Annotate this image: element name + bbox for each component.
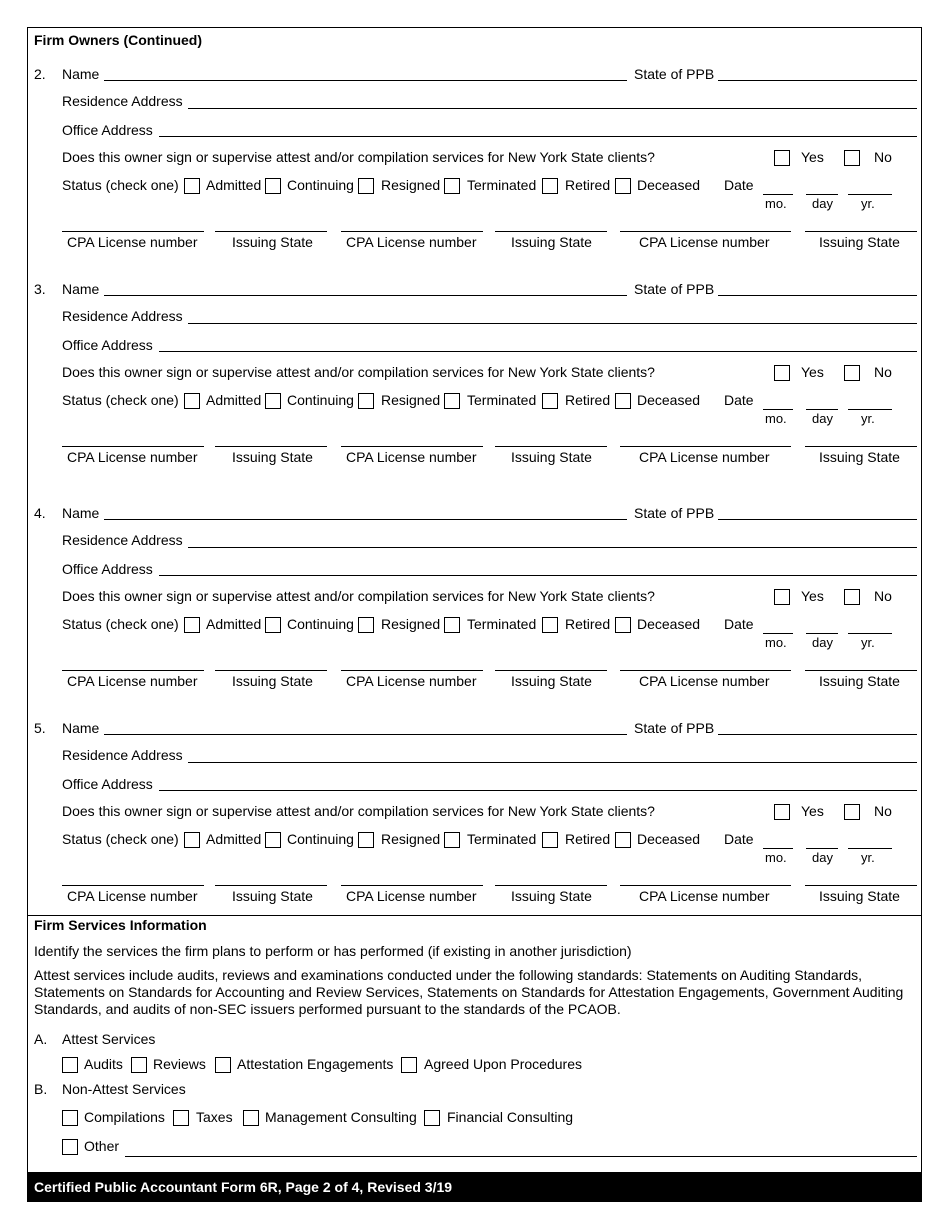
name-label: Name (62, 505, 100, 521)
date-year-field[interactable] (848, 633, 892, 634)
office-address-label: Office Address (62, 122, 153, 138)
issuing-state-1-label: Issuing State (232, 888, 313, 904)
license-number-1-field[interactable] (62, 670, 204, 671)
owner-block (0, 720, 950, 920)
date-month-label: mo. (765, 196, 787, 211)
name-label: Name (62, 281, 100, 297)
status-admitted-label: Admitted (206, 392, 262, 408)
status-admitted-checkbox[interactable] (184, 617, 200, 633)
other-field[interactable] (125, 1156, 917, 1157)
status-terminated-checkbox[interactable] (444, 178, 460, 194)
yes-label: Yes (801, 803, 824, 819)
status-terminated-checkbox[interactable] (444, 393, 460, 409)
status-terminated-label: Terminated (467, 831, 537, 847)
issuing-state-1-label: Issuing State (232, 449, 313, 465)
yes-checkbox[interactable] (774, 804, 790, 820)
date-month-label: mo. (765, 850, 787, 865)
status-deceased-checkbox[interactable] (615, 393, 631, 409)
date-year-label: yr. (861, 411, 875, 426)
state-ppb-field[interactable] (718, 295, 917, 296)
license-number-1-field[interactable] (62, 446, 204, 447)
attest-question: Does this owner sign or supervise attest and/or compilation services for New York State clients? (62, 803, 655, 819)
status-continuing-label: Continuing (287, 392, 354, 408)
owner-block (0, 66, 950, 266)
issuing-state-3-label: Issuing State (819, 234, 900, 250)
yes-checkbox[interactable] (774, 150, 790, 166)
issuing-state-2-field[interactable] (495, 670, 607, 671)
license-number-1-label: CPA License number (67, 673, 198, 689)
no-checkbox[interactable] (844, 804, 860, 820)
status-deceased-checkbox[interactable] (615, 617, 631, 633)
name-field[interactable] (104, 519, 627, 520)
status-deceased-checkbox[interactable] (615, 178, 631, 194)
agreed-upon-procedures-label: Agreed Upon Procedures (424, 1056, 582, 1072)
date-label: Date (724, 392, 754, 408)
office-address-label: Office Address (62, 337, 153, 353)
office-address-field[interactable] (159, 351, 917, 352)
owner-block (0, 505, 950, 705)
issuing-state-2-field[interactable] (495, 446, 607, 447)
no-label: No (874, 364, 892, 380)
state-ppb-label: State of PPB (634, 720, 715, 736)
issuing-state-2-label: Issuing State (511, 888, 592, 904)
name-label: Name (62, 66, 100, 82)
date-day-label: day (812, 635, 833, 650)
date-month-label: mo. (765, 411, 787, 426)
status-retired-checkbox[interactable] (542, 832, 558, 848)
audits-checkbox[interactable] (62, 1057, 78, 1073)
residence-address-field[interactable] (188, 762, 917, 763)
yes-checkbox[interactable] (774, 365, 790, 381)
owner-number: 2. (34, 66, 46, 82)
issuing-state-3-field[interactable] (805, 670, 917, 671)
status-retired-label: Retired (565, 831, 611, 847)
residence-address-label: Residence Address (62, 93, 183, 109)
owner-number: 3. (34, 281, 46, 297)
residence-address-label: Residence Address (62, 532, 183, 548)
office-address-field[interactable] (159, 575, 917, 576)
license-number-3-field[interactable] (620, 670, 791, 671)
services-title: Firm Services Information (34, 917, 207, 933)
status-admitted-checkbox[interactable] (184, 832, 200, 848)
status-label: Status (check one) (62, 616, 179, 632)
issuing-state-1-field[interactable] (215, 670, 327, 671)
reviews-label: Reviews (153, 1056, 206, 1072)
status-resigned-label: Resigned (381, 392, 441, 408)
date-day-label: day (812, 850, 833, 865)
services-instruction: Identify the services the firm plans to perform or has performed (if existing in another jurisdiction) (34, 943, 632, 959)
compilations-label: Compilations (84, 1109, 165, 1125)
residence-address-field[interactable] (188, 323, 917, 324)
license-number-2-field[interactable] (341, 670, 483, 671)
no-label: No (874, 588, 892, 604)
date-year-field[interactable] (848, 194, 892, 195)
issuing-state-1-label: Issuing State (232, 234, 313, 250)
status-resigned-checkbox[interactable] (358, 832, 374, 848)
management-consulting-checkbox[interactable] (243, 1110, 259, 1126)
status-admitted-label: Admitted (206, 831, 262, 847)
attestation-engagements-label: Attestation Engagements (237, 1056, 394, 1072)
date-year-field[interactable] (848, 848, 892, 849)
attest-label: Attest Services (62, 1031, 156, 1047)
date-year-field[interactable] (848, 409, 892, 410)
date-month-field[interactable] (763, 633, 793, 634)
compilations-checkbox[interactable] (62, 1110, 78, 1126)
no-checkbox[interactable] (844, 150, 860, 166)
issuing-state-2-field[interactable] (495, 231, 607, 232)
license-number-2-label: CPA License number (346, 888, 477, 904)
license-number-3-label: CPA License number (639, 888, 770, 904)
state-ppb-field[interactable] (718, 80, 917, 81)
owner-number: 4. (34, 505, 46, 521)
issuing-state-2-label: Issuing State (511, 234, 592, 250)
management-consulting-label: Management Consulting (265, 1109, 417, 1125)
audits-label: Audits (84, 1056, 123, 1072)
status-resigned-checkbox[interactable] (358, 178, 374, 194)
non-attest-label: Non-Attest Services (62, 1081, 186, 1097)
yes-label: Yes (801, 149, 824, 165)
license-number-1-field[interactable] (62, 231, 204, 232)
status-resigned-label: Resigned (381, 831, 441, 847)
section-title: Firm Owners (Continued) (34, 32, 202, 48)
date-day-field[interactable] (806, 633, 838, 634)
license-number-3-field[interactable] (620, 446, 791, 447)
status-resigned-checkbox[interactable] (358, 617, 374, 633)
status-continuing-checkbox[interactable] (265, 393, 281, 409)
status-label: Status (check one) (62, 831, 179, 847)
issuing-state-1-field[interactable] (215, 231, 327, 232)
date-month-field[interactable] (763, 194, 793, 195)
status-admitted-label: Admitted (206, 616, 262, 632)
license-number-1-label: CPA License number (67, 449, 198, 465)
attest-question: Does this owner sign or supervise attest and/or compilation services for New York State clients? (62, 364, 655, 380)
license-number-3-field[interactable] (620, 885, 791, 886)
status-retired-label: Retired (565, 392, 611, 408)
status-label: Status (check one) (62, 177, 179, 193)
office-address-label: Office Address (62, 776, 153, 792)
reviews-checkbox[interactable] (131, 1057, 147, 1073)
state-ppb-label: State of PPB (634, 505, 715, 521)
issuing-state-1-label: Issuing State (232, 673, 313, 689)
footer-text: Certified Public Accountant Form 6R, Page 2 of 4, Revised 3/19 (34, 1179, 453, 1195)
no-label: No (874, 803, 892, 819)
license-number-3-field[interactable] (620, 231, 791, 232)
status-resigned-checkbox[interactable] (358, 393, 374, 409)
issuing-state-3-label: Issuing State (819, 449, 900, 465)
date-year-label: yr. (861, 196, 875, 211)
name-field[interactable] (104, 734, 627, 735)
office-address-field[interactable] (159, 136, 917, 137)
license-number-3-label: CPA License number (639, 449, 770, 465)
date-day-label: day (812, 196, 833, 211)
attest-letter: A. (34, 1031, 48, 1047)
agreed-upon-procedures-checkbox[interactable] (401, 1057, 417, 1073)
date-day-field[interactable] (806, 848, 838, 849)
owner-number: 5. (34, 720, 46, 736)
financial-consulting-checkbox[interactable] (424, 1110, 440, 1126)
yes-label: Yes (801, 364, 824, 380)
license-number-2-field[interactable] (341, 446, 483, 447)
status-continuing-label: Continuing (287, 177, 354, 193)
name-label: Name (62, 720, 100, 736)
status-deceased-checkbox[interactable] (615, 832, 631, 848)
issuing-state-3-field[interactable] (805, 446, 917, 447)
status-continuing-checkbox[interactable] (265, 178, 281, 194)
license-number-2-field[interactable] (341, 885, 483, 886)
license-number-2-field[interactable] (341, 231, 483, 232)
no-label: No (874, 149, 892, 165)
other-checkbox[interactable] (62, 1139, 78, 1155)
name-field[interactable] (104, 295, 627, 296)
taxes-label: Taxes (196, 1109, 233, 1125)
yes-label: Yes (801, 588, 824, 604)
status-terminated-checkbox[interactable] (444, 832, 460, 848)
issuing-state-2-field[interactable] (495, 885, 607, 886)
name-field[interactable] (104, 80, 627, 81)
status-retired-label: Retired (565, 616, 611, 632)
date-year-label: yr. (861, 635, 875, 650)
status-admitted-label: Admitted (206, 177, 262, 193)
status-label: Status (check one) (62, 392, 179, 408)
section-divider (28, 915, 921, 916)
license-number-3-label: CPA License number (639, 234, 770, 250)
status-retired-checkbox[interactable] (542, 393, 558, 409)
status-deceased-label: Deceased (637, 831, 701, 847)
date-year-label: yr. (861, 850, 875, 865)
date-day-field[interactable] (806, 194, 838, 195)
status-continuing-label: Continuing (287, 616, 354, 632)
status-terminated-label: Terminated (467, 616, 537, 632)
no-checkbox[interactable] (844, 365, 860, 381)
status-resigned-label: Resigned (381, 177, 441, 193)
issuing-state-1-field[interactable] (215, 885, 327, 886)
date-label: Date (724, 177, 754, 193)
residence-address-field[interactable] (188, 547, 917, 548)
state-ppb-label: State of PPB (634, 66, 715, 82)
office-address-label: Office Address (62, 561, 153, 577)
status-terminated-label: Terminated (467, 392, 537, 408)
license-number-1-label: CPA License number (67, 234, 198, 250)
date-month-label: mo. (765, 635, 787, 650)
residence-address-label: Residence Address (62, 308, 183, 324)
no-checkbox[interactable] (844, 589, 860, 605)
attestation-engagements-checkbox[interactable] (215, 1057, 231, 1073)
residence-address-field[interactable] (188, 108, 917, 109)
status-continuing-label: Continuing (287, 831, 354, 847)
residence-address-label: Residence Address (62, 747, 183, 763)
issuing-state-2-label: Issuing State (511, 449, 592, 465)
license-number-2-label: CPA License number (346, 449, 477, 465)
issuing-state-1-field[interactable] (215, 446, 327, 447)
date-day-field[interactable] (806, 409, 838, 410)
status-deceased-label: Deceased (637, 392, 701, 408)
services-description: Attest services include audits, reviews and examinations conducted under the following standards: Statements on Auditing Standards, Statements on Standards for Accounting and Review Services, Statements on Standards for Attestation Engagements, Government Auditing Standards, and audits of non-SEC issuers performed pursuant to the standards of the PCAOB. (34, 967, 904, 1017)
office-address-field[interactable] (159, 790, 917, 791)
issuing-state-2-label: Issuing State (511, 673, 592, 689)
license-number-3-label: CPA License number (639, 673, 770, 689)
status-continuing-checkbox[interactable] (265, 832, 281, 848)
attest-question: Does this owner sign or supervise attest and/or compilation services for New York State clients? (62, 588, 655, 604)
status-deceased-label: Deceased (637, 616, 701, 632)
license-number-2-label: CPA License number (346, 234, 477, 250)
status-admitted-checkbox[interactable] (184, 393, 200, 409)
issuing-state-3-field[interactable] (805, 231, 917, 232)
date-label: Date (724, 616, 754, 632)
other-label: Other (84, 1138, 120, 1154)
owner-block (0, 281, 950, 481)
status-retired-label: Retired (565, 177, 611, 193)
taxes-checkbox[interactable] (173, 1110, 189, 1126)
state-ppb-label: State of PPB (634, 281, 715, 297)
issuing-state-3-label: Issuing State (819, 888, 900, 904)
status-terminated-label: Terminated (467, 177, 537, 193)
yes-checkbox[interactable] (774, 589, 790, 605)
issuing-state-3-field[interactable] (805, 885, 917, 886)
license-number-1-label: CPA License number (67, 888, 198, 904)
date-label: Date (724, 831, 754, 847)
non-attest-letter: B. (34, 1081, 48, 1097)
issuing-state-3-label: Issuing State (819, 673, 900, 689)
status-terminated-checkbox[interactable] (444, 617, 460, 633)
date-month-field[interactable] (763, 409, 793, 410)
status-retired-checkbox[interactable] (542, 617, 558, 633)
date-day-label: day (812, 411, 833, 426)
status-deceased-label: Deceased (637, 177, 701, 193)
financial-consulting-label: Financial Consulting (447, 1109, 574, 1125)
status-retired-checkbox[interactable] (542, 178, 558, 194)
status-admitted-checkbox[interactable] (184, 178, 200, 194)
footer-bar (28, 1172, 921, 1201)
state-ppb-field[interactable] (718, 519, 917, 520)
date-month-field[interactable] (763, 848, 793, 849)
license-number-1-field[interactable] (62, 885, 204, 886)
status-continuing-checkbox[interactable] (265, 617, 281, 633)
attest-question: Does this owner sign or supervise attest and/or compilation services for New York State clients? (62, 149, 655, 165)
license-number-2-label: CPA License number (346, 673, 477, 689)
status-resigned-label: Resigned (381, 616, 441, 632)
state-ppb-field[interactable] (718, 734, 917, 735)
